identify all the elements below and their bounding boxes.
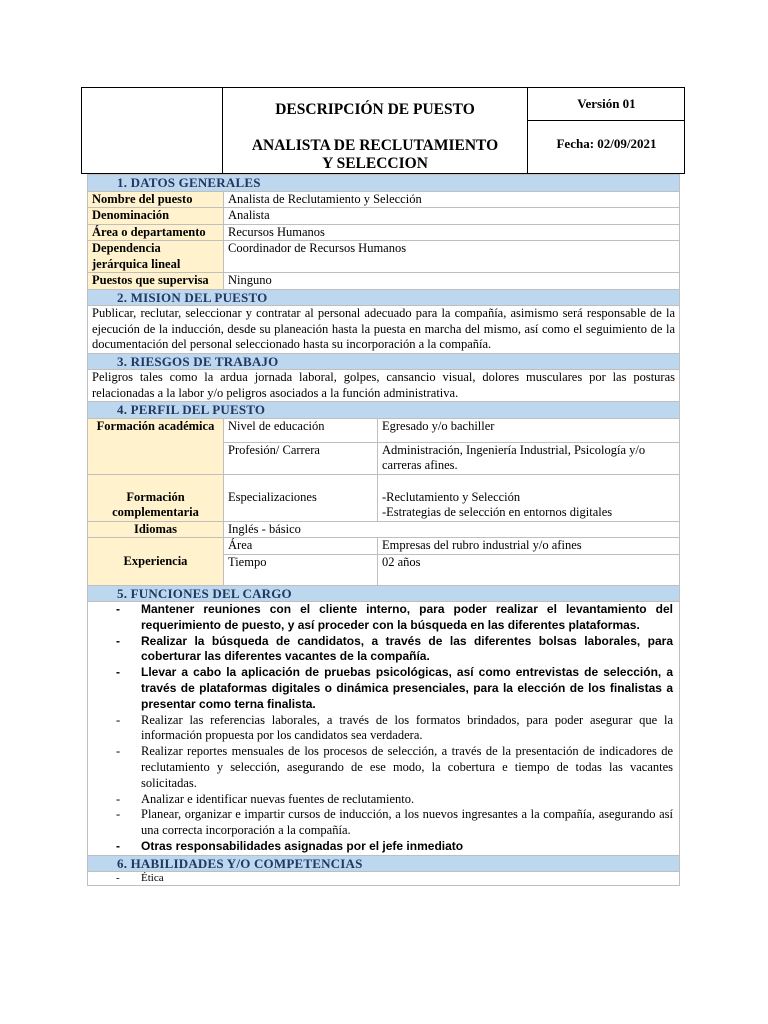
experiencia-label: Experiencia bbox=[88, 538, 224, 586]
datos-label: Nombre del puesto bbox=[88, 191, 224, 208]
datos-label: Denominación bbox=[88, 208, 224, 225]
table-row bbox=[88, 208, 680, 225]
area-value: Empresas del rubro industrial y/o afines bbox=[378, 538, 680, 555]
datos-value: Analista de Reclutamiento y Selección bbox=[224, 191, 680, 208]
formacion-complementaria-label: Formación complementaria bbox=[88, 474, 224, 521]
list-item: - Realizar reportes mensuales de los procesos de selección, a través de la presentación de indicadores de reclutamiento y selección, asegurando de ese modo, la cobertura e tiempo de todas las vacantes solicitadas. bbox=[116, 744, 673, 790]
datos-value: Analista bbox=[224, 208, 680, 225]
document-header bbox=[81, 87, 685, 174]
logo-area bbox=[82, 88, 223, 173]
habilidades-cell bbox=[88, 872, 680, 886]
nivel-label: Nivel de educación bbox=[224, 418, 378, 442]
especializaciones-label: Especializaciones bbox=[224, 474, 378, 521]
table-row bbox=[88, 474, 680, 521]
datos-value: Recursos Humanos bbox=[224, 224, 680, 241]
section-habilidades: 6. HABILIDADES Y/O COMPETENCIAS bbox=[88, 855, 680, 872]
mision-text: Publicar, reclutar, seleccionar y contratar al personal adecuado para la compañía, asimismo será responsable de la ejecución de la inducción, desde su planeación hasta la puesta en marcha del mismo, así como el seguimiento de la documentación del personal seleccionado hasta su incorporación a la compañía. bbox=[88, 306, 680, 354]
job-description-table bbox=[87, 174, 680, 886]
list-item: - Llevar a cabo la aplicación de pruebas psicológicas, así como entrevistas de selección, a través de plataformas digitales o dinámica presenciales, para la elección de los finalistas a presentar como terna finalista. bbox=[116, 665, 673, 711]
especializaciones-value bbox=[378, 474, 680, 521]
list-item: - Otras responsabilidades asignadas por el jefe inmediato bbox=[116, 838, 464, 853]
position-title bbox=[223, 137, 527, 173]
table-row bbox=[88, 521, 680, 538]
profesion-value: Administración, Ingeniería Industrial, Psicología y/o carreras afines. bbox=[378, 442, 680, 474]
position-title-line1: ANALISTA DE RECLUTAMIENTO bbox=[251, 137, 499, 154]
riesgos-text: Peligros tales como la ardua jornada laboral, golpes, cansancio visual, dolores musculares por las posturas relacionadas a la labor y/o peligros asociados a la función administrativa. bbox=[88, 370, 680, 402]
datos-label: Dependencia jerárquica lineal bbox=[88, 241, 224, 273]
profesion-label: Profesión/ Carrera bbox=[224, 442, 378, 474]
datos-label: Área o departamento bbox=[88, 224, 224, 241]
idiomas-value: Inglés - básico bbox=[224, 521, 680, 538]
especializacion-item: -Reclutamiento y Selección bbox=[382, 489, 521, 504]
formacion-academica-label: Formación académica bbox=[88, 418, 224, 474]
header-title-cell bbox=[223, 88, 528, 173]
nivel-value: Egresado y/o bachiller bbox=[378, 418, 680, 442]
tiempo-value: 02 años bbox=[378, 554, 680, 585]
table-row bbox=[88, 418, 680, 442]
table-row bbox=[88, 273, 680, 290]
table-row bbox=[88, 224, 680, 241]
section-funciones: 5. FUNCIONES DEL CARGO bbox=[88, 585, 680, 602]
section-perfil: 4. PERFIL DEL PUESTO bbox=[88, 402, 680, 419]
datos-value: Coordinador de Recursos Humanos bbox=[224, 241, 680, 273]
datos-value: Ninguno bbox=[224, 273, 680, 290]
idiomas-label: Idiomas bbox=[88, 521, 224, 538]
date-label: Fecha: 02/09/2021 bbox=[556, 136, 657, 151]
area-label: Área bbox=[224, 538, 378, 555]
document-title: DESCRIPCIÓN DE PUESTO bbox=[275, 101, 475, 118]
list-item: - Planear, organizar e impartir cursos de inducción, a los nuevos ingresantes a la compañía, asegurando así una correcta incorporación a la compañía. bbox=[116, 807, 673, 838]
table-row bbox=[88, 538, 680, 555]
especializacion-item: -Estrategias de selección en entornos digitales bbox=[382, 505, 613, 519]
section-riesgos: 3. RIESGOS DE TRABAJO bbox=[88, 353, 680, 370]
list-item: - Realizar las referencias laborales, a través de los formatos brindados, para poder asegurar que la información propuesta por los candidatos sea verdadera. bbox=[116, 712, 673, 743]
section-mision: 2. MISION DEL PUESTO bbox=[88, 289, 680, 306]
version-label: Versión 01 bbox=[528, 88, 685, 121]
list-item: - Analizar e identificar nuevas fuentes de reclutamiento. bbox=[116, 791, 415, 806]
habilidades-list bbox=[88, 872, 679, 885]
datos-label: Puestos que supervisa bbox=[88, 273, 224, 290]
list-item: - Ética bbox=[116, 872, 164, 885]
section-datos-generales: 1. DATOS GENERALES bbox=[88, 175, 680, 192]
table-row bbox=[88, 241, 680, 273]
list-item: - Mantener reuniones con el cliente interno, para poder realizar el levantamiento del requerimiento de puesto, y así proceder con la búsqueda en las diferentes plataformas. bbox=[116, 602, 673, 632]
funciones-cell bbox=[88, 602, 680, 856]
tiempo-label: Tiempo bbox=[224, 554, 378, 585]
table-row bbox=[88, 191, 680, 208]
funciones-list bbox=[88, 602, 679, 855]
header-meta-cell bbox=[528, 88, 685, 173]
list-item: - Realizar la búsqueda de candidatos, a través de las diferentes bolsas laborales, para coberturar las diferentes vacantes de la compañía. bbox=[116, 633, 673, 664]
position-title-line2: Y SELECCION bbox=[322, 155, 428, 172]
